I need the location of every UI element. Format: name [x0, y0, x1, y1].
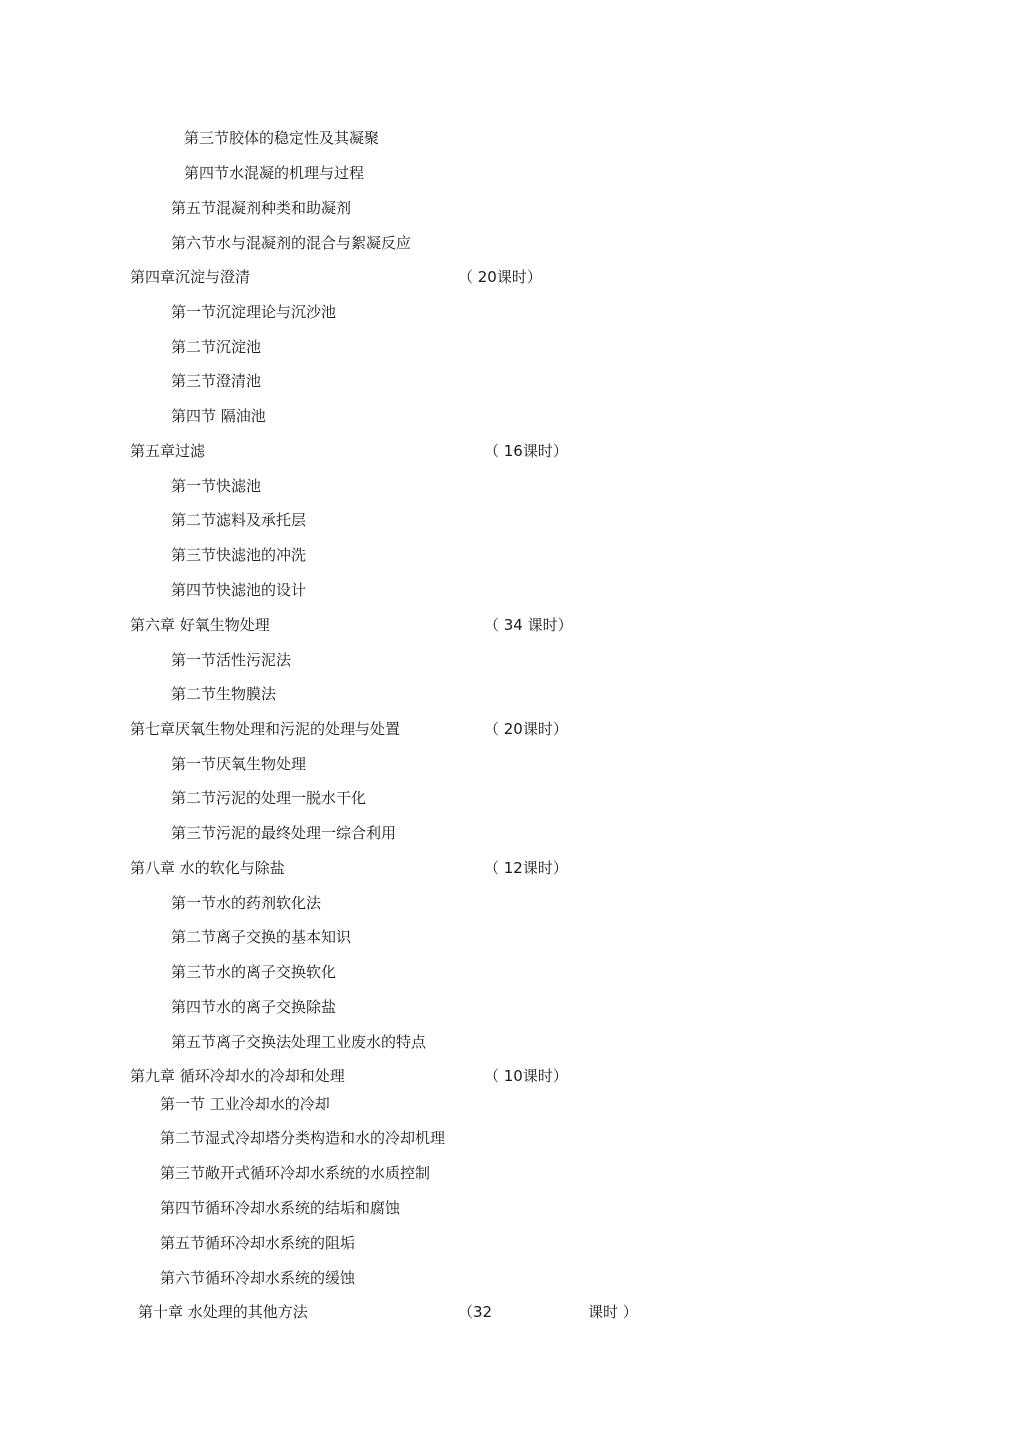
toc-section-line: 第一节快滤池	[171, 477, 262, 495]
toc-section-line: 第四节水混凝的机理与过程	[184, 164, 365, 182]
toc-section-line: 第二节滤料及承托层	[171, 511, 307, 529]
toc-section-line: 第四节快滤池的设计	[171, 581, 307, 599]
toc-section-line: 第一节活性污泥法	[171, 651, 292, 669]
toc-section-line: 第一节水的药剂软化法	[171, 894, 322, 912]
toc-chapter-hours-start: （32	[458, 1303, 493, 1321]
toc-chapter-title: 第四章沉淀与澄清	[130, 268, 251, 286]
toc-section-line: 第二节生物膜法	[171, 685, 277, 703]
toc-section-line: 第一节沉淀理论与沉沙池	[171, 303, 337, 321]
toc-section-line: 第五节循环冷却水系统的阻垢	[160, 1234, 356, 1252]
toc-section-line: 第三节澄清池	[171, 372, 262, 390]
toc-chapter-title: 第九章 循环冷却水的冷却和处理	[130, 1067, 345, 1085]
toc-section-line: 第五节混凝剂种类和助凝剂	[171, 199, 352, 217]
toc-section-line: 第二节湿式冷却塔分类构造和水的冷却机理	[160, 1129, 446, 1147]
toc-section-line: 第五节离子交换法处理工业废水的特点	[171, 1033, 427, 1051]
toc-section-line: 第四节水的离子交换除盐	[171, 998, 337, 1016]
toc-section-line: 第二节沉淀池	[171, 338, 262, 356]
toc-chapter-title: 第五章过滤	[130, 442, 206, 460]
toc-section-line: 第四节循环冷却水系统的结垢和腐蚀	[160, 1199, 401, 1217]
toc-section-line: 第二节离子交换的基本知识	[171, 928, 352, 946]
toc-chapter-title: 第八章 水的软化与除盐	[130, 859, 285, 877]
toc-chapter-hours-end: 课时 ）	[588, 1303, 638, 1321]
toc-chapter-hours: （ 34 课时）	[484, 616, 573, 634]
toc-chapter-title: 第七章厌氧生物处理和污泥的处理与处置	[130, 720, 401, 738]
toc-section-line: 第六节水与混凝剂的混合与絮凝反应	[171, 234, 412, 252]
toc-chapter-hours: （ 10课时）	[484, 1067, 568, 1085]
toc-section-line: 第三节敞开式循环冷却水系统的水质控制	[160, 1164, 431, 1182]
toc-chapter-hours: （ 12课时）	[484, 859, 568, 877]
toc-section-line: 第三节水的离子交换软化	[171, 963, 337, 981]
toc-section-line: 第一节厌氧生物处理	[171, 755, 307, 773]
toc-chapter-hours: （ 20课时）	[458, 268, 542, 286]
toc-section-line: 第六节循环冷却水系统的缓蚀	[160, 1269, 356, 1287]
toc-section-line: 第三节污泥的最终处理一综合利用	[171, 824, 397, 842]
toc-chapter-title: 第十章 水处理的其他方法	[138, 1303, 308, 1321]
toc-chapter-title: 第六章 好氧生物处理	[130, 616, 270, 634]
toc-chapter-hours: （ 20课时）	[484, 720, 568, 738]
toc-section-line: 第四节 隔油池	[171, 407, 266, 425]
toc-section-line: 第三节胶体的稳定性及其凝聚	[184, 129, 380, 147]
toc-section-line: 第二节污泥的处理一脱水干化	[171, 789, 367, 807]
toc-chapter-hours: （ 16课时）	[484, 442, 568, 460]
toc-section-line: 第一节 工业冷却水的冷却	[160, 1095, 330, 1113]
toc-section-line: 第三节快滤池的冲洗	[171, 546, 307, 564]
